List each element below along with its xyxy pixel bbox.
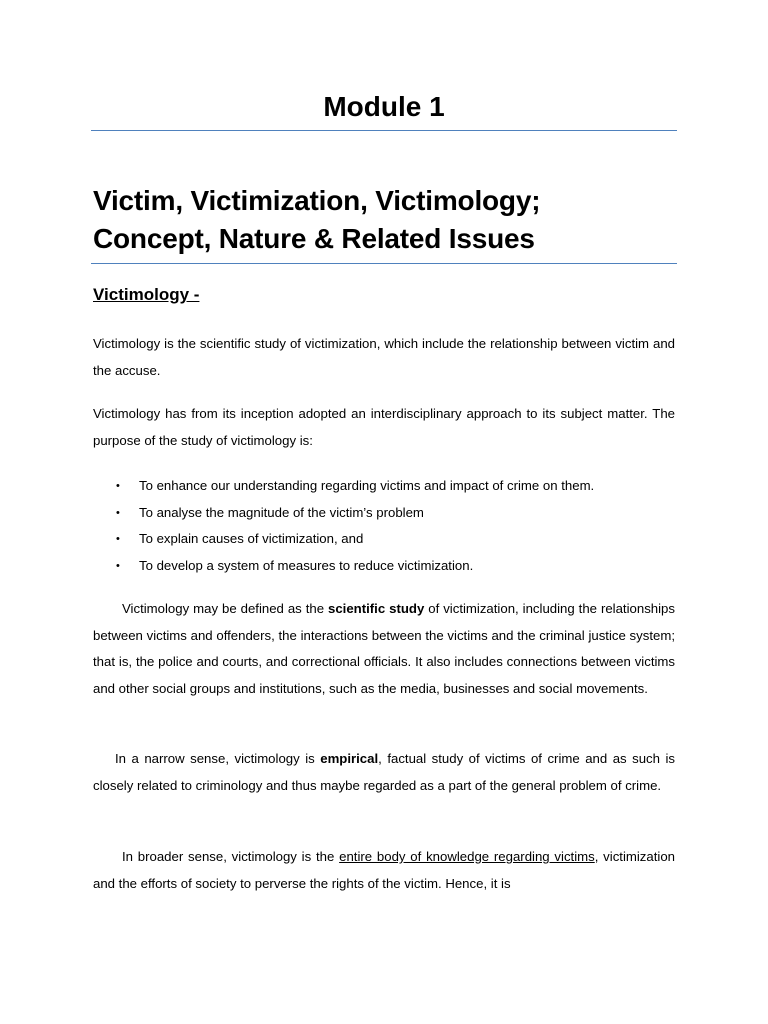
list-item-text: To explain causes of victimization, and: [139, 531, 364, 547]
paragraph-narrow-sense: [93, 746, 675, 799]
paragraph-text: , victimization and the efforts of society to perverse the rights of the victim. Hence, it is: [93, 849, 675, 891]
bold-term: scientific study: [328, 601, 425, 616]
list-item: [93, 553, 675, 580]
list-item-text: To analyse the magnitude of the victim’s problem: [139, 504, 424, 520]
paragraph-text: Victimology may be defined as the: [122, 601, 329, 616]
paragraph-text: , factual study of victims of crime and as such is closely related to criminology and thus maybe regarded as a part of the general problem of crime.: [93, 751, 675, 793]
paragraph-definition: Victimology is the scientific study of victimization, which include the relationship between victim and the accuse.: [93, 336, 675, 378]
bullet-icon: •: [116, 559, 120, 572]
title-divider: [91, 130, 677, 131]
chapter-title: [93, 182, 683, 258]
purpose-list: [93, 473, 675, 579]
paragraph-text: In a narrow sense, victimology is: [115, 751, 321, 766]
bold-term: empirical: [320, 751, 379, 766]
paragraph-purpose: Victimology has from its inception adopted an interdisciplinary approach to its subject matter. The purpose of the study of victimology is:: [93, 406, 675, 448]
list-item: [93, 473, 675, 500]
list-item-text: To develop a system of measures to reduce victimization.: [139, 557, 474, 573]
paragraph-broader-sense: [93, 844, 675, 897]
chapter-title-line-2: Concept, Nature & Related Issues: [93, 223, 535, 254]
bullet-icon: •: [116, 533, 120, 546]
list-item-text: To enhance our understanding regarding victims and impact of crime on them.: [139, 478, 595, 493]
chapter-title-line-1: Victim, Victimization, Victimology;: [93, 185, 541, 216]
paragraph-text: In broader sense, victimology is the: [122, 849, 340, 864]
bullet-icon: •: [116, 506, 120, 519]
chapter-title-divider: [91, 263, 677, 264]
bullet-icon: •: [116, 480, 120, 492]
module-title: Module 1: [323, 91, 445, 122]
paragraph-text: of victimization, including the relationships between victims and offenders, the interactions between the victims and the criminal justice system; that is, the police and courts, and correctional officials. It also includes connections between victims and other social groups and institutions, such as the media, businesses and social movements.: [93, 601, 675, 696]
list-item: [93, 500, 675, 527]
paragraph-scientific-study: [93, 596, 675, 702]
underlined-term: entire body of knowledge regarding victims: [339, 849, 595, 864]
list-item: [93, 526, 675, 553]
section-heading: Victimology -: [93, 285, 200, 304]
